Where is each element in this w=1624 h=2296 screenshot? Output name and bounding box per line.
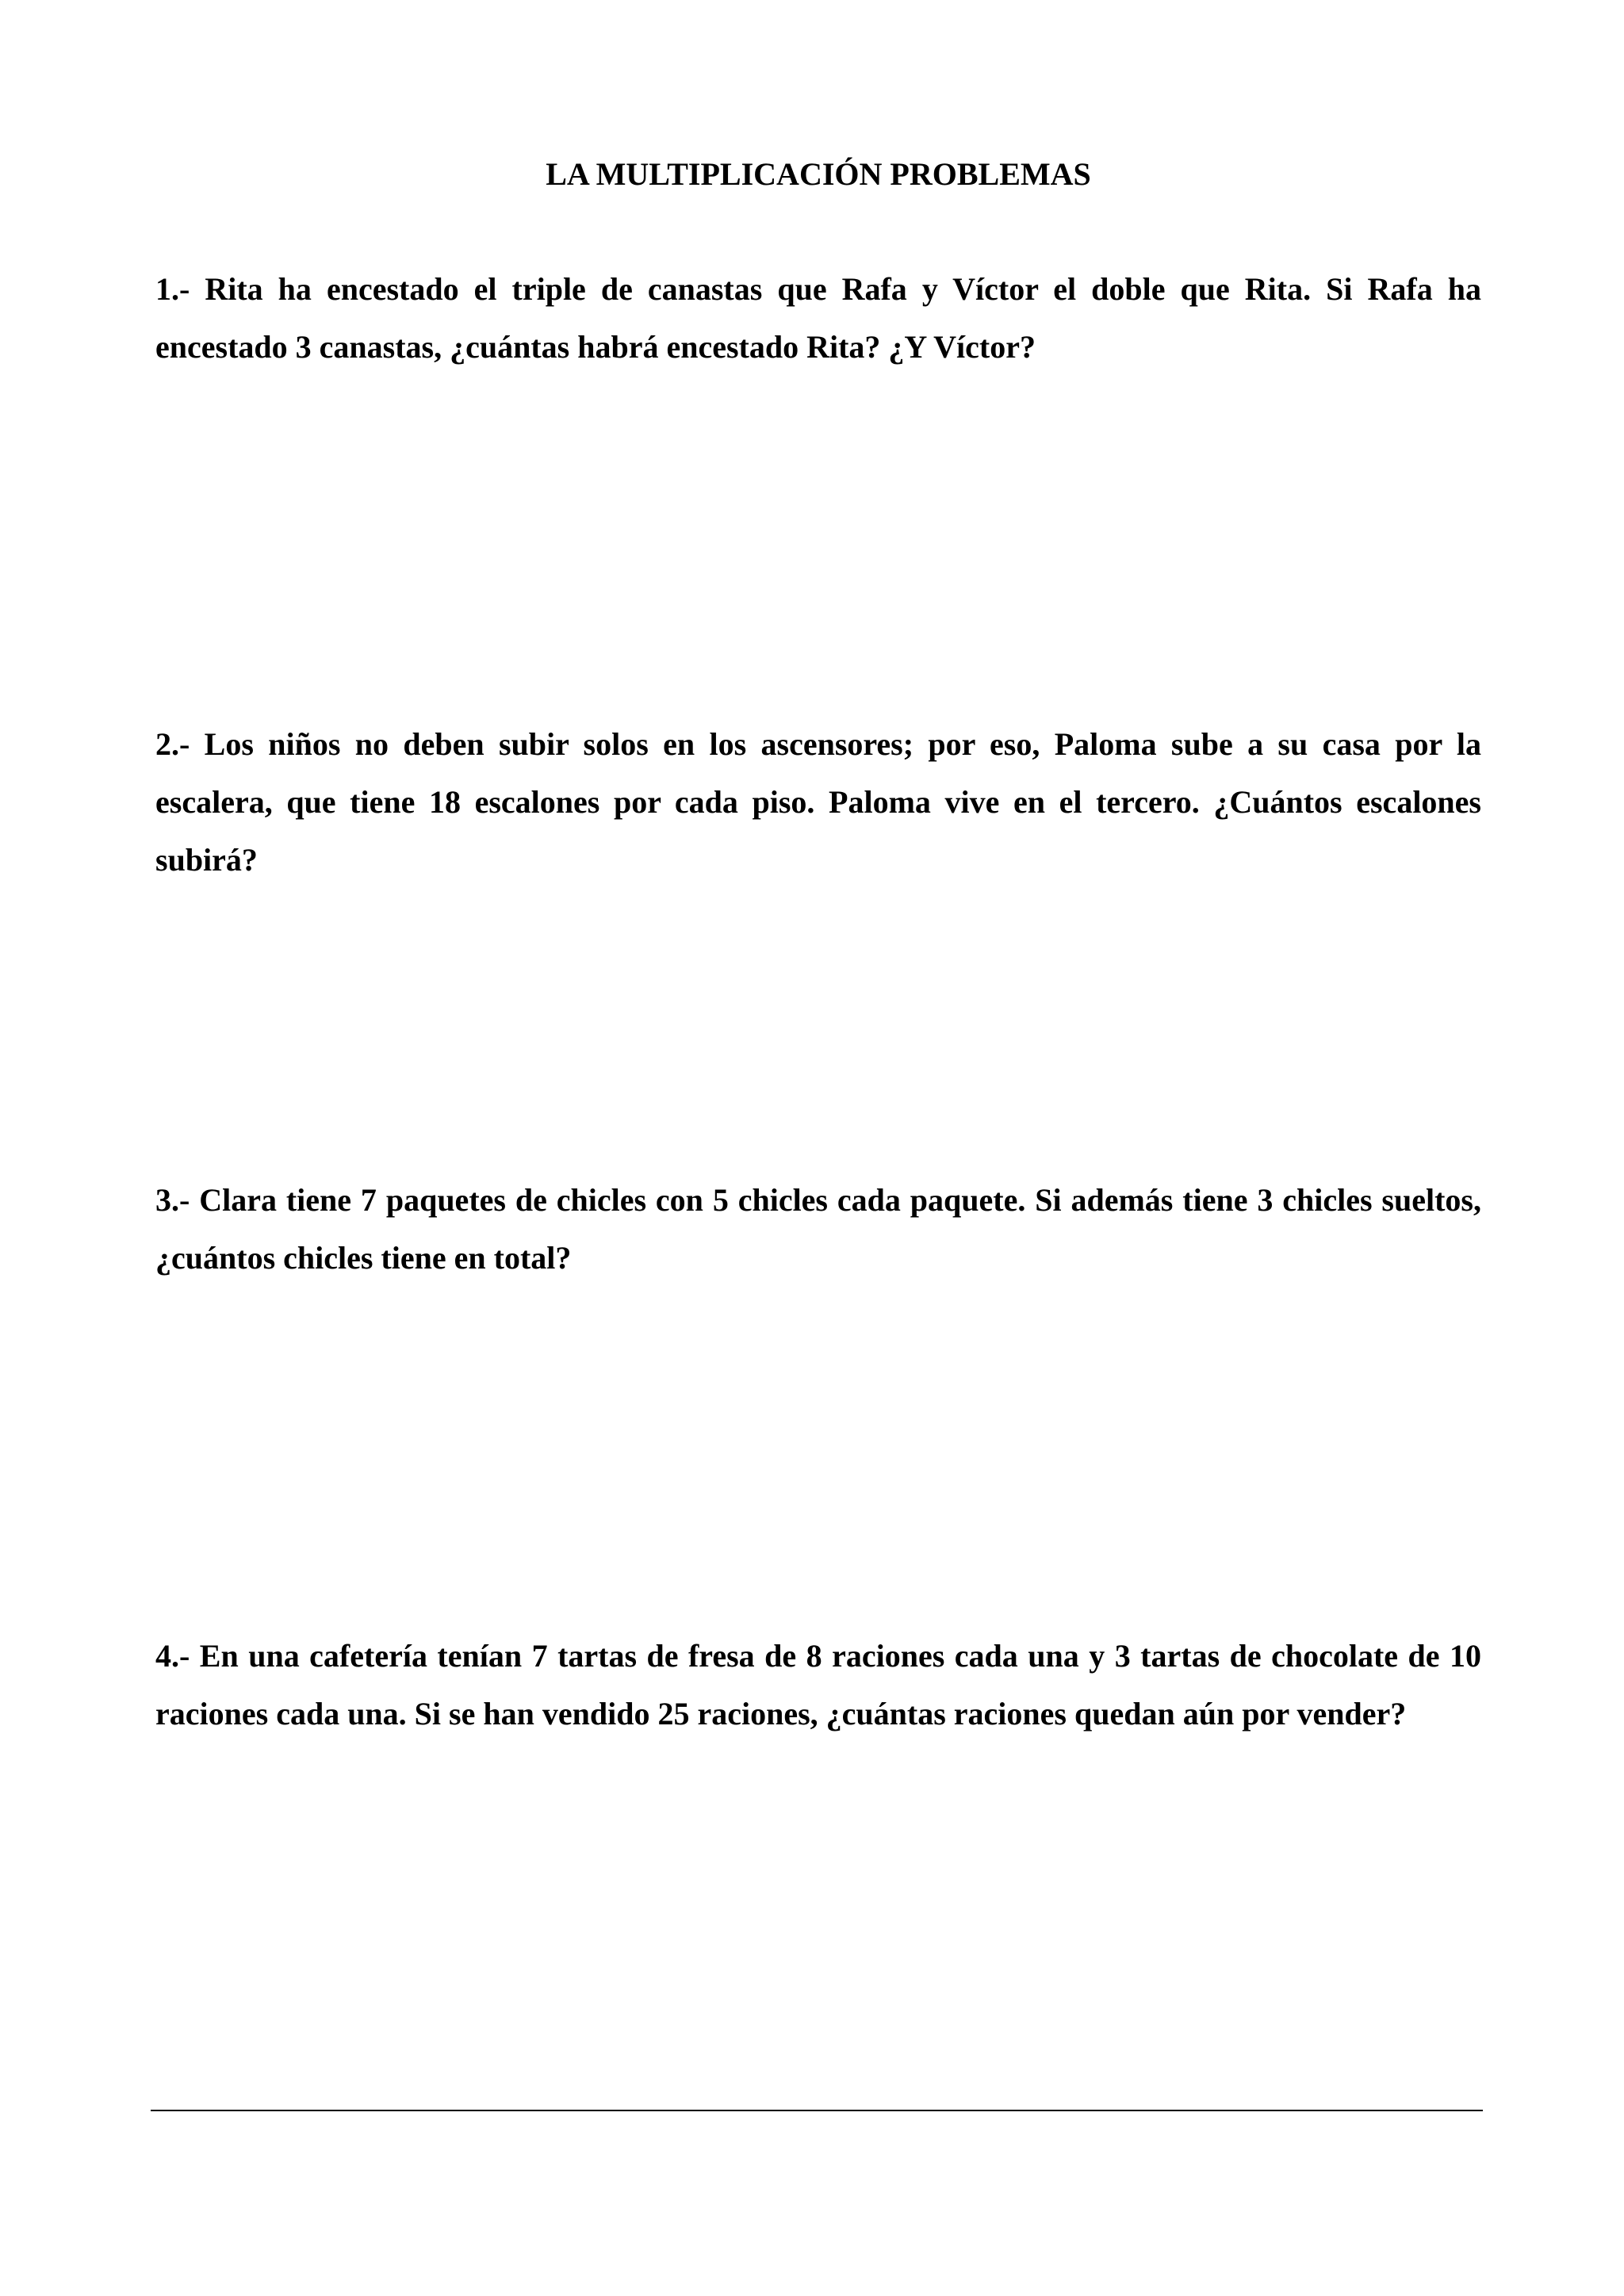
problem-1: 1.- Rita ha encestado el triple de canastas que Rafa y Víctor el doble que Rita. Si Rafa ha encestado 3 canastas, ¿cuántas habrá encestado Rita? ¿Y Víctor? bbox=[155, 271, 1481, 365]
problem-2: 2.- Los niños no deben subir solos en los ascensores; por eso, Paloma sube a su casa por la escalera, que tiene 18 escalones por cada piso. Paloma vive en el tercero. ¿Cuántos escalones subirá? bbox=[155, 726, 1481, 878]
problem-4: 4.- En una cafetería tenían 7 tartas de fresa de 8 raciones cada una y 3 tartas de chocolate de 10 raciones cada una. Si se han vendido 25 raciones, ¿cuántas raciones quedan aún por vender? bbox=[155, 1638, 1481, 1732]
problem-3: 3.- Clara tiene 7 paquetes de chicles con 5 chicles cada paquete. Si además tiene 3 chicles sueltos, ¿cuántos chicles tiene en total? bbox=[155, 1182, 1481, 1276]
footer-divider bbox=[151, 2110, 1483, 2111]
page-title: LA MULTIPLICACIÓN PROBLEMAS bbox=[546, 156, 1091, 192]
